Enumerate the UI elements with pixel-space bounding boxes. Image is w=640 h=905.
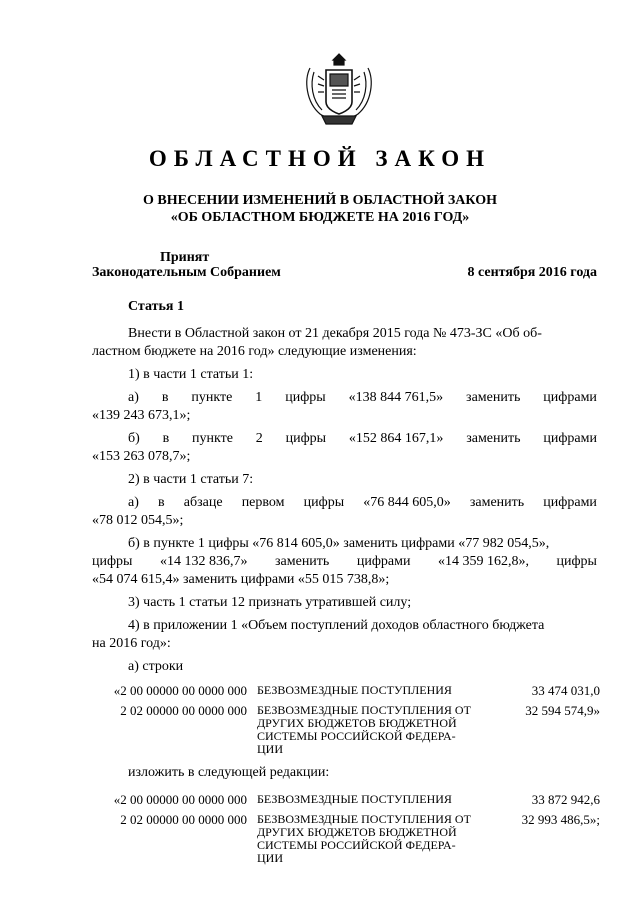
word: первом xyxy=(241,495,285,510)
word: 1 xyxy=(255,390,263,405)
item-1b-line xyxy=(128,430,597,447)
word: цифры xyxy=(303,495,345,510)
row-sum: 32 993 486,5»; xyxy=(521,812,600,827)
item-1b-end: «153 263 078,7»; xyxy=(92,449,191,464)
document-subtitle-line2: «ОБ ОБЛАСТНОМ БЮДЖЕТЕ НА 2016 ГОД» xyxy=(170,210,470,225)
word: цифры xyxy=(285,390,326,405)
word: «14 359 162,8», xyxy=(437,554,529,569)
word: в xyxy=(161,390,169,405)
word: в xyxy=(162,431,170,446)
intro-line-2: ластном бюджете на 2016 год» следующие изменения: xyxy=(92,344,417,359)
coat-of-arms-icon xyxy=(300,50,378,128)
word: заменить xyxy=(466,390,521,405)
word: пункте xyxy=(191,390,233,405)
item-1: 1) в части 1 статьи 1: xyxy=(128,367,254,382)
row-name: БЕЗВОЗМЕЗДНЫЕ ПОСТУПЛЕНИЯ ОТ ДРУГИХ БЮДЖЕТОВ БЮДЖЕТНОЙ СИСТЕМЫ РОССИЙСКОЙ ФЕДЕРА- ЦИИ xyxy=(257,703,471,756)
word: а) xyxy=(128,390,139,405)
word: заменить xyxy=(466,431,521,446)
replace-with-text: изложить в следующей редакции: xyxy=(128,765,330,780)
word: 2 xyxy=(255,431,263,446)
legislative-assembly-label: Законодательным Собранием xyxy=(92,265,281,280)
row-name: БЕЗВОЗМЕЗДНЫЕ ПОСТУПЛЕНИЯ xyxy=(257,792,452,806)
word: цифрами xyxy=(543,390,597,405)
word: цифрами xyxy=(543,431,597,446)
item-2b-line-2 xyxy=(92,553,597,570)
adopted-label: Принят xyxy=(160,250,210,265)
document-subtitle-line1: О ВНЕСЕНИИ ИЗМЕНЕНИЙ В ОБЛАСТНОЙ ЗАКОН xyxy=(143,193,497,208)
item-1a-end: «139 243 673,1»; xyxy=(92,408,191,423)
item-2: 2) в части 1 статьи 7: xyxy=(128,472,254,487)
document-title: ОБЛАСТНОЙ ЗАКОН xyxy=(148,146,492,171)
item-4-line-2: на 2016 год»: xyxy=(92,636,171,651)
item-2a-end: «78 012 054,5»; xyxy=(92,513,184,528)
word: цифрами xyxy=(543,495,597,510)
word: цифры xyxy=(556,554,597,569)
adoption-date: 8 сентября 2016 года xyxy=(467,265,597,280)
item-3: 3) часть 1 статьи 12 признать утратившей силу; xyxy=(128,595,412,610)
row-code: «2 00 00000 00 0000 000 xyxy=(113,792,247,807)
word: заменить xyxy=(275,554,330,569)
word: пункте xyxy=(192,431,233,446)
row-name: БЕЗВОЗМЕЗДНЫЕ ПОСТУПЛЕНИЯ ОТ ДРУГИХ БЮДЖЕТОВ БЮДЖЕТНОЙ СИСТЕМЫ РОССИЙСКОЙ ФЕДЕРА- ЦИИ xyxy=(257,812,471,865)
word: цифры xyxy=(92,554,133,569)
row-code: 2 02 00000 00 0000 000 xyxy=(120,812,247,827)
item-2b-line-3: «54 074 615,4» заменить цифрами «55 015 738,8»; xyxy=(92,572,390,587)
row-sum: 33 872 942,6 xyxy=(531,792,600,807)
word: «76 844 605,0» xyxy=(363,495,451,510)
word: «14 132 836,7» xyxy=(159,554,248,569)
row-code: «2 00 00000 00 0000 000 xyxy=(113,683,247,698)
row-sum: 32 594 574,9» xyxy=(525,703,600,718)
row-name: БЕЗВОЗМЕЗДНЫЕ ПОСТУПЛЕНИЯ xyxy=(257,683,452,697)
item-1a-line xyxy=(128,389,597,406)
word: цифрами xyxy=(356,554,411,569)
item-4-line-1: 4) в приложении 1 «Объем поступлений доходов областного бюджета xyxy=(128,618,545,633)
word: цифры xyxy=(285,431,327,446)
item-2b-line-1: б) в пункте 1 цифры «76 814 605,0» заменить цифрами «77 982 054,5», xyxy=(128,536,550,551)
word: абзаце xyxy=(183,495,223,510)
row-code: 2 02 00000 00 0000 000 xyxy=(120,703,247,718)
word: а) xyxy=(128,495,139,510)
word: «138 844 761,5» xyxy=(348,390,444,405)
item-2a-line xyxy=(128,494,597,511)
intro-line-1: Внести в Областной закон от 21 декабря 2015 года № 473-ЗС «Об об- xyxy=(128,326,542,341)
word: б) xyxy=(128,431,140,446)
word: заменить xyxy=(469,495,525,510)
word: в xyxy=(158,495,165,510)
item-4a: а) строки xyxy=(128,659,184,674)
word: «152 864 167,1» xyxy=(348,431,444,446)
article-heading: Статья 1 xyxy=(128,299,184,314)
row-sum: 33 474 031,0 xyxy=(531,683,600,698)
